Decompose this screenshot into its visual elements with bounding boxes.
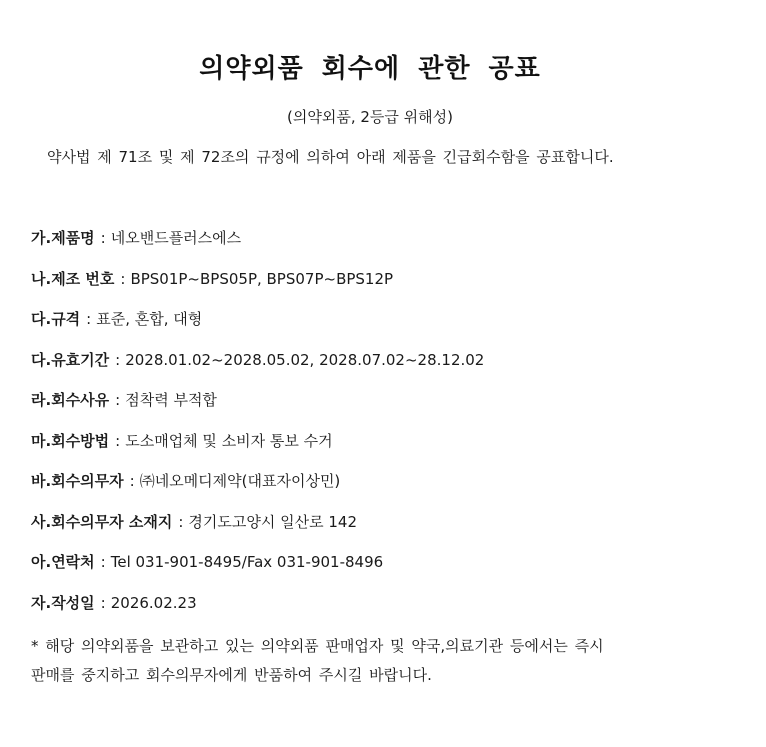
page-subtitle: (의약외품, 2등급 위해성) bbox=[287, 108, 453, 126]
item-separator: : bbox=[120, 269, 126, 288]
item-separator: : bbox=[100, 229, 106, 247]
item-label: 아.연락처 bbox=[31, 553, 95, 571]
list-item-recall-reason bbox=[31, 388, 484, 429]
item-value: 2028.01.02~2028.05.02, 2028.07.02~28.12.02 bbox=[125, 350, 485, 369]
item-separator: : bbox=[115, 391, 121, 409]
notice-line-2: 판매를 중지하고 회수의무자에게 반품하여 주시길 바랍니다. bbox=[31, 666, 432, 684]
item-value: 2026.02.23 bbox=[110, 593, 197, 612]
list-item-product-name bbox=[31, 226, 484, 267]
item-value: 도소매업체 및 소비자 통보 수거 bbox=[125, 431, 333, 450]
recall-details-list bbox=[31, 226, 484, 631]
item-value: 표준, 혼합, 대형 bbox=[96, 310, 203, 328]
item-separator: : bbox=[115, 350, 121, 369]
item-value: BPS01P~BPS05P, BPS07P~BPS12P bbox=[130, 269, 394, 288]
page-title: 의약외품 회수에 관한 공표 bbox=[199, 54, 541, 84]
item-separator: : bbox=[86, 310, 92, 328]
list-item-expiry-date bbox=[31, 348, 484, 389]
item-label: 자.작성일 bbox=[31, 593, 95, 612]
item-value: 경기도고양시 일산로 142 bbox=[188, 512, 357, 531]
item-label: 라.회수사유 bbox=[31, 391, 110, 409]
list-item-recall-method bbox=[31, 429, 484, 470]
item-label: 가.제품명 bbox=[31, 229, 95, 247]
notice-line-1: * 해당 의약외품을 보관하고 있는 의약외품 판매업자 및 약국,의료기관 등에서는 즉시 bbox=[31, 637, 604, 655]
item-separator: : bbox=[115, 431, 121, 450]
item-value: 점착력 부적합 bbox=[125, 391, 217, 409]
item-separator: : bbox=[129, 472, 135, 490]
item-label: 마.회수방법 bbox=[31, 431, 110, 450]
item-label: 다.유효기간 bbox=[31, 350, 110, 369]
list-item-date-written bbox=[31, 591, 484, 632]
item-label: 다.규격 bbox=[31, 310, 81, 328]
item-label: 바.회수의무자 bbox=[31, 472, 124, 490]
item-separator: : bbox=[178, 512, 184, 531]
notice-footnote bbox=[31, 632, 701, 690]
list-item-specification bbox=[31, 307, 484, 348]
item-value: 네오밴드플러스에스 bbox=[110, 229, 242, 247]
item-value: Tel 031-901-8495/Fax 031-901-8496 bbox=[110, 553, 384, 571]
item-label: 나.제조 번호 bbox=[31, 269, 115, 288]
item-label: 사.회수의무자 소재지 bbox=[31, 512, 173, 531]
list-item-lot-number bbox=[31, 267, 484, 308]
item-separator: : bbox=[100, 553, 106, 571]
list-item-recall-obligor bbox=[31, 469, 484, 510]
intro-text: 약사법 제 71조 및 제 72조의 규정에 의하여 아래 제품을 긴급회수함을 공표합니다. bbox=[47, 148, 614, 166]
list-item-obligor-address bbox=[31, 510, 484, 551]
list-item-contact bbox=[31, 550, 484, 591]
item-separator: : bbox=[100, 593, 106, 612]
item-value: ㈜네오메디제약(대표자이상민) bbox=[139, 472, 341, 490]
